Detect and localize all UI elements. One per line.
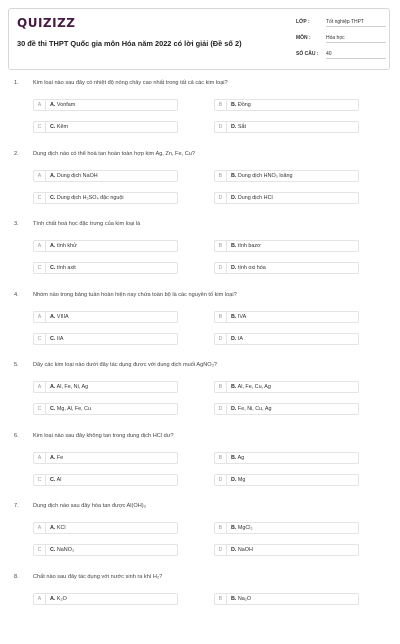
answer-option[interactable]: [33, 311, 178, 323]
option-prefix: D.: [231, 265, 237, 271]
question-block: [0, 221, 400, 291]
option-prefix: B.: [231, 595, 237, 602]
option-text: Fe, Ni, Cu, Ag: [237, 406, 272, 412]
question-text: Chất nào sau đây tác dụng với nước sinh ra khí H₂?: [33, 573, 163, 580]
answer-option[interactable]: [214, 192, 359, 204]
answer-option[interactable]: [33, 474, 178, 486]
answer-option[interactable]: [214, 333, 359, 345]
option-prefix: C.: [50, 547, 56, 553]
answer-option[interactable]: [33, 452, 178, 464]
option-letter: B: [215, 594, 227, 604]
answer-option[interactable]: [214, 170, 359, 182]
option-label: [50, 193, 124, 203]
option-prefix: B.: [231, 454, 237, 461]
answer-option[interactable]: [33, 121, 178, 133]
question-block: [0, 503, 400, 573]
option-label: [231, 334, 243, 344]
option-label: [231, 545, 253, 555]
option-prefix: A.: [50, 595, 56, 602]
meta-value: Hóa học: [326, 35, 345, 41]
answer-option[interactable]: [214, 381, 359, 393]
option-prefix: D.: [231, 194, 237, 201]
answer-option[interactable]: [214, 262, 359, 274]
option-text: tính bazơ: [237, 243, 261, 249]
option-letter: D: [215, 263, 227, 273]
option-letter: A: [34, 241, 46, 251]
option-prefix: D.: [231, 406, 237, 412]
answer-option[interactable]: [214, 121, 359, 133]
option-letter: A: [34, 100, 46, 110]
option-text: Ag: [237, 454, 245, 461]
meta-underline: [326, 58, 386, 59]
option-label: [231, 263, 266, 273]
option-letter: A: [34, 523, 46, 533]
option-text: Dung dịch NaOH: [56, 172, 98, 179]
question-block: [0, 292, 400, 362]
option-label: [231, 312, 246, 322]
option-label: [50, 312, 69, 322]
option-text: Fe: [56, 454, 64, 461]
option-label: [231, 523, 253, 533]
option-text: MgCl₂: [237, 525, 253, 531]
option-label: [50, 122, 68, 132]
option-prefix: C.: [50, 124, 56, 130]
option-prefix: D.: [231, 335, 237, 342]
option-prefix: A.: [50, 454, 56, 461]
option-label: [231, 475, 245, 485]
worksheet-header: [8, 8, 390, 70]
option-letter: D: [215, 545, 227, 555]
option-prefix: B.: [231, 384, 237, 390]
option-prefix: B.: [231, 172, 237, 179]
option-letter: A: [34, 594, 46, 604]
answer-option[interactable]: [214, 474, 359, 486]
option-label: [50, 404, 91, 414]
option-prefix: B.: [231, 313, 237, 320]
question-block: [0, 433, 400, 503]
option-prefix: B.: [231, 525, 237, 531]
option-letter: B: [215, 312, 227, 322]
option-text: Sắt: [237, 124, 246, 130]
option-label: [50, 263, 76, 273]
option-letter: D: [215, 334, 227, 344]
meta-underline: [326, 26, 386, 27]
answer-option[interactable]: [33, 262, 178, 274]
option-letter: C: [34, 334, 46, 344]
option-prefix: A.: [50, 384, 56, 390]
question-text: Kim loại nào sau đây có nhiệt độ nóng chảy cao nhất trong tất cả các kim loại?: [33, 80, 228, 86]
option-text: K₂O: [56, 595, 67, 602]
option-text: IVA: [237, 313, 247, 320]
question-text: Dung dịch nào sau đây hòa tan được Al(OH)₃: [33, 503, 146, 509]
answer-option[interactable]: [214, 403, 359, 415]
question-number: 5.: [14, 362, 19, 368]
option-prefix: C.: [50, 265, 56, 271]
option-letter: A: [34, 171, 46, 181]
option-letter: B: [215, 453, 227, 463]
option-label: [50, 171, 98, 181]
option-prefix: C.: [50, 406, 56, 412]
option-letter: D: [215, 475, 227, 485]
option-label: [231, 404, 271, 414]
option-text: Dung dịch H₂SO₄ đặc nguội: [56, 194, 124, 201]
question-block: [0, 574, 400, 644]
option-letter: C: [34, 404, 46, 414]
option-letter: D: [215, 193, 227, 203]
question-number: 3.: [14, 221, 19, 227]
meta-value: 40: [326, 51, 332, 57]
option-text: Dung dịch HCl: [237, 194, 273, 201]
option-prefix: B.: [231, 243, 237, 249]
option-letter: A: [34, 453, 46, 463]
option-prefix: C.: [50, 476, 56, 483]
option-prefix: D.: [231, 124, 237, 130]
option-letter: D: [215, 404, 227, 414]
answer-option[interactable]: [214, 544, 359, 556]
option-text: IIA: [56, 335, 64, 342]
answer-option[interactable]: [33, 333, 178, 345]
option-letter: A: [34, 312, 46, 322]
option-label: [231, 594, 251, 604]
answer-option[interactable]: [33, 544, 178, 556]
option-prefix: B.: [231, 102, 237, 108]
answer-option[interactable]: [33, 192, 178, 204]
option-label: [231, 453, 244, 463]
question-number: 7.: [14, 503, 19, 509]
answer-option[interactable]: [33, 381, 178, 393]
meta-underline: [326, 42, 386, 43]
option-label: [231, 171, 293, 181]
option-text: Na₂O: [237, 595, 252, 602]
option-letter: C: [34, 475, 46, 485]
option-letter: B: [215, 382, 227, 392]
question-block: [0, 362, 400, 432]
option-letter: B: [215, 171, 227, 181]
question-text: Tính chất hoá học đặc trưng của kim loại là: [33, 221, 141, 227]
question-number: 1.: [14, 80, 19, 86]
answer-option[interactable]: [214, 522, 359, 534]
option-text: Al, Fe, Ni, Ag: [56, 384, 89, 390]
option-prefix: D.: [231, 547, 237, 553]
option-letter: B: [215, 241, 227, 251]
option-letter: A: [34, 382, 46, 392]
question-block: [0, 151, 400, 221]
answer-option[interactable]: [33, 240, 178, 252]
question-text: Kim loại nào sau đây không tan trong dung dịch HCl dư?: [33, 432, 174, 439]
option-label: [231, 193, 273, 203]
option-text: KCl: [56, 525, 66, 531]
option-text: tính axit: [56, 265, 76, 271]
option-prefix: A.: [50, 525, 56, 531]
question-block: [0, 80, 400, 150]
quizizz-logo: QUIZIZZ: [17, 16, 76, 30]
option-text: Al: [56, 476, 62, 483]
option-label: [50, 545, 74, 555]
question-number: 4.: [14, 291, 19, 298]
option-prefix: D.: [231, 476, 237, 483]
answer-option[interactable]: [33, 522, 178, 534]
answer-option[interactable]: [214, 311, 359, 323]
option-label: [50, 241, 77, 251]
question-text: Dãy các kim loại nào dưới đây tác dụng được với dung dịch muối AgNO₃?: [33, 362, 218, 368]
option-prefix: A.: [50, 172, 56, 179]
question-text: Nhóm nào trong bảng tuần hoàn hiện nay chứa toàn bộ là các nguyên tố kim loại?: [33, 291, 237, 298]
answer-option[interactable]: [33, 170, 178, 182]
meta-row: [296, 47, 386, 59]
meta-value: Tốt nghiệp THPT: [326, 19, 364, 25]
option-label: [50, 382, 88, 392]
option-letter: C: [34, 122, 46, 132]
answer-option[interactable]: [33, 403, 178, 415]
option-letter: C: [34, 263, 46, 273]
answer-option[interactable]: [214, 593, 359, 605]
option-letter: C: [34, 193, 46, 203]
option-prefix: C.: [50, 194, 56, 201]
question-text: Dung dịch nào có thể hoà tan hoàn toàn hợp kim Ag, Zn, Fe, Cu?: [33, 150, 195, 157]
meta-row: [296, 31, 386, 43]
option-prefix: A.: [50, 243, 56, 249]
answer-option[interactable]: [214, 452, 359, 464]
option-label: [50, 100, 75, 110]
option-text: tính oxi hóa: [237, 265, 266, 271]
option-label: [231, 241, 261, 251]
option-prefix: A.: [50, 102, 56, 108]
option-letter: B: [215, 100, 227, 110]
option-text: Vonfam: [56, 102, 76, 108]
option-text: IA: [237, 335, 243, 342]
meta-row: [296, 15, 386, 27]
option-text: Al, Fe, Cu, Ag: [237, 384, 271, 390]
option-label: [231, 122, 246, 132]
option-prefix: A.: [50, 313, 56, 320]
option-text: Mg: [237, 476, 246, 483]
option-letter: D: [215, 122, 227, 132]
option-text: Mg, Al, Fe, Cu: [56, 406, 92, 412]
option-letter: B: [215, 523, 227, 533]
option-text: VIIIA: [56, 313, 69, 320]
option-text: NaOH: [237, 547, 253, 553]
option-text: NaNO₃: [56, 547, 75, 553]
option-text: Dung dịch HNO₃ loãng: [237, 172, 293, 179]
option-label: [50, 594, 67, 604]
option-text: tính khử: [56, 243, 77, 249]
option-letter: C: [34, 545, 46, 555]
option-label: [50, 334, 64, 344]
option-text: Kẽm: [56, 124, 68, 130]
option-label: [231, 100, 251, 110]
answer-option[interactable]: [33, 593, 178, 605]
option-label: [50, 523, 66, 533]
meta-key: LỚP :: [296, 19, 310, 25]
worksheet-title: 30 đề thi THPT Quốc gia môn Hóa năm 2022 có lời giải (Đề số 2): [17, 39, 242, 48]
option-label: [50, 453, 63, 463]
question-number: 6.: [14, 432, 19, 439]
meta-key: MÔN :: [296, 35, 311, 41]
answer-option[interactable]: [214, 240, 359, 252]
question-number: 2.: [14, 150, 19, 157]
option-label: [50, 475, 61, 485]
answer-option[interactable]: [33, 99, 178, 111]
option-text: Đồng: [237, 102, 251, 108]
option-label: [231, 382, 271, 392]
meta-key: SỐ CÂU :: [296, 51, 319, 57]
question-number: 8.: [14, 573, 19, 580]
answer-option[interactable]: [214, 99, 359, 111]
option-prefix: C.: [50, 335, 56, 342]
